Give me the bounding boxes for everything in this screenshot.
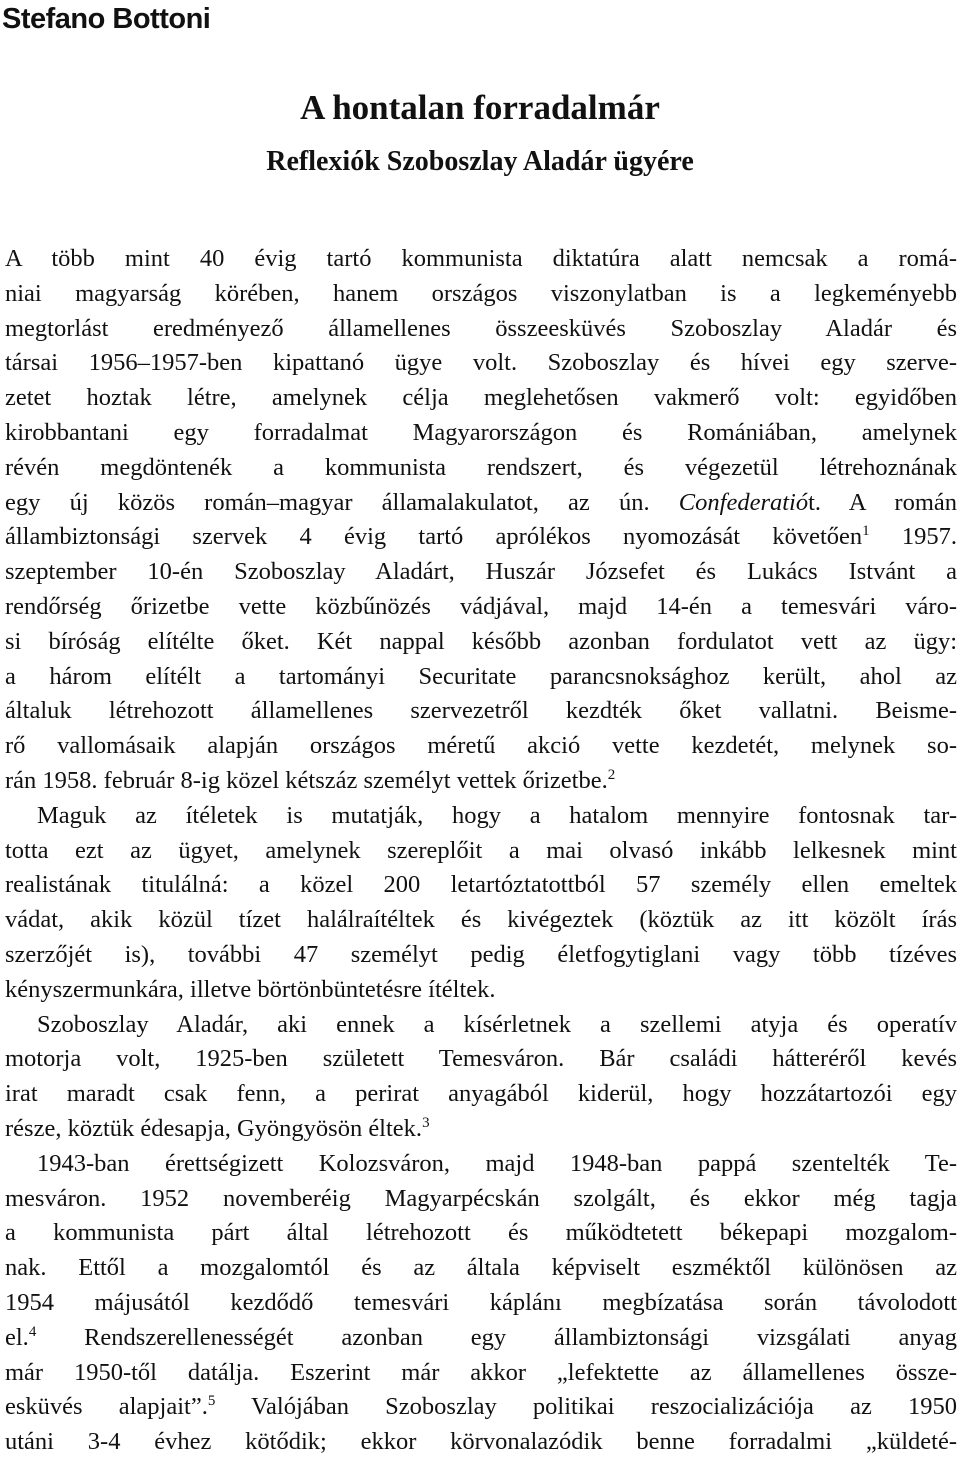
body-line: zetet hoztak létre, amelynek célja meglehetősen vakmerő volt: egyidőben: [5, 384, 957, 412]
line-text: el.: [5, 1323, 29, 1351]
line-text: esküvés alapjait”.: [5, 1393, 208, 1421]
body-line: [5, 520, 957, 555]
footnote-ref-4[interactable]: 4: [28, 1323, 37, 1340]
article-body: [5, 242, 957, 1460]
body-line: nak. Ettől a mozgalomtól és az általa képviselt eszméktől különösen az: [5, 1254, 957, 1282]
body-line: [5, 1390, 957, 1425]
body-line: már 1950-től datálja. Eszerint már akkor „lefektette az államellenes össze-: [5, 1358, 957, 1386]
body-line: 1943-ban érettségizett Kolozsváron, majd 1948-ban pappá szentelték Te-: [37, 1149, 957, 1177]
body-line: kirobbantani egy forradalmat Magyarországon és Romániában, amelynek: [5, 418, 957, 446]
footnote-ref-2[interactable]: 2: [607, 766, 616, 783]
confederatio-term: Confederatió: [678, 488, 809, 516]
body-line: Maguk az ítéletek is mutatják, hogy a hatalom mennyire fontosnak tar-: [37, 801, 957, 829]
line-text: 1957.: [869, 523, 958, 551]
body-line: realistának titulálná: a közel 200 letartóztatottból 57 személy ellen emeltek: [5, 871, 957, 899]
body-line: szeptember 10-én Szoboszlay Aladárt, Huszár Józsefet és Lukács Istvánt a: [5, 558, 957, 586]
footnote-ref-3[interactable]: 3: [422, 1114, 430, 1131]
line-text: Rendszerellenességét azonban egy állambiztonsági vizsgálati anyag: [36, 1323, 957, 1351]
body-line: totta ezt az ügyet, amelynek szereplőit a mai olvasó inkább lelkesnek mint: [5, 836, 957, 864]
body-line: 1954 májusától kezdődő temesvári káplánı megbízatása során távolodott: [5, 1288, 957, 1316]
body-line: szerzőjét is), további 47 személyt pedig életfogytiglani vagy több tízéves: [5, 940, 957, 968]
body-line: utáni 3-4 évhez kötődik; ekkor körvonalazódik benne forradalmi „küldeté-: [5, 1428, 957, 1456]
body-line: megtorlást eredményező államellenes összeesküvés Szoboszlay Aladár és: [5, 314, 957, 342]
body-line: vádat, akik közül tízet halálraítéltek és kivégeztek (köztük az itt közölt írás: [5, 906, 957, 934]
body-line: rendőrség őrizetbe vette közbűnözés vádjával, majd 14-én a temesvári váro-: [5, 592, 957, 620]
line-text: egy új közös román–magyar államalakulatot, az ún.: [5, 488, 679, 516]
body-line: motorja volt, 1925-ben született Temesváron. Bár családi hátteréről kevés: [5, 1045, 957, 1073]
body-line: [5, 764, 957, 799]
body-line: révén megdöntenék a kommunista rendszert, és végezetül létrehoznának: [5, 453, 957, 481]
author-name: Stefano Bottoni: [2, 3, 211, 35]
body-line: a három elítélt a tartományi Securitate parancsnoksághoz került, ahol az: [5, 662, 957, 690]
article-title: A hontalan forradalmár: [300, 88, 660, 127]
body-line: niai magyarság körében, hanem országos viszonylatban is a legkeményebb: [5, 279, 957, 307]
article-subtitle: Reflexiók Szoboszlay Aladár ügyére: [266, 146, 694, 177]
line-text: rán 1958. február 8-ig közel kétszáz személyt vettek őrizetbe.: [5, 766, 608, 794]
footnote-ref-1[interactable]: 1: [862, 523, 870, 540]
body-line: kényszermunkára, illetve börtönbüntetésre ítéltek.: [5, 975, 496, 1003]
body-line: A több mint 40 évig tartó kommunista diktatúra alatt nemcsak a romá-: [5, 245, 957, 272]
body-line: si bíróság elítélte őket. Két nappal később azonban fordulatot vett az ügy:: [5, 627, 957, 655]
line-text: állambiztonsági szervek 4 évig tartó aprólékos nyomozását követően: [5, 523, 863, 551]
body-line: Szoboszlay Aladár, aki ennek a kísérletnek a szellemi atyja és operatív: [37, 1010, 957, 1038]
line-text: Valójában Szoboszlay politikai reszocializációja az 1950: [215, 1393, 957, 1421]
body-line: társai 1956–1957-ben kipattanó ügye volt. Szoboszlay és hívei egy szerve-: [5, 349, 957, 377]
body-line: [5, 1112, 957, 1147]
line-text: része, köztük édesapja, Gyöngyösön éltek.: [5, 1114, 423, 1142]
body-line: általuk létrehozott államellenes szervezetről kezdték őket vallatni. Beisme-: [5, 697, 957, 725]
footnote-ref-5[interactable]: 5: [207, 1393, 216, 1410]
body-line: irat maradt csak fenn, a perirat anyagából kiderül, hogy hozzátartozói egy: [5, 1080, 957, 1108]
body-line: rő vallomásaik alapján országos méretű akció vette kezdetét, melynek so-: [5, 732, 957, 760]
body-line: a kommunista párt által létrehozott és működtetett békepapi mozgalom-: [5, 1219, 957, 1247]
line-text: t. A román: [808, 488, 957, 516]
body-line: [5, 486, 957, 521]
body-line: [5, 1321, 957, 1356]
body-line: mesváron. 1952 novemberéig Magyarpécskán szolgált, és ekkor még tagja: [5, 1184, 957, 1212]
